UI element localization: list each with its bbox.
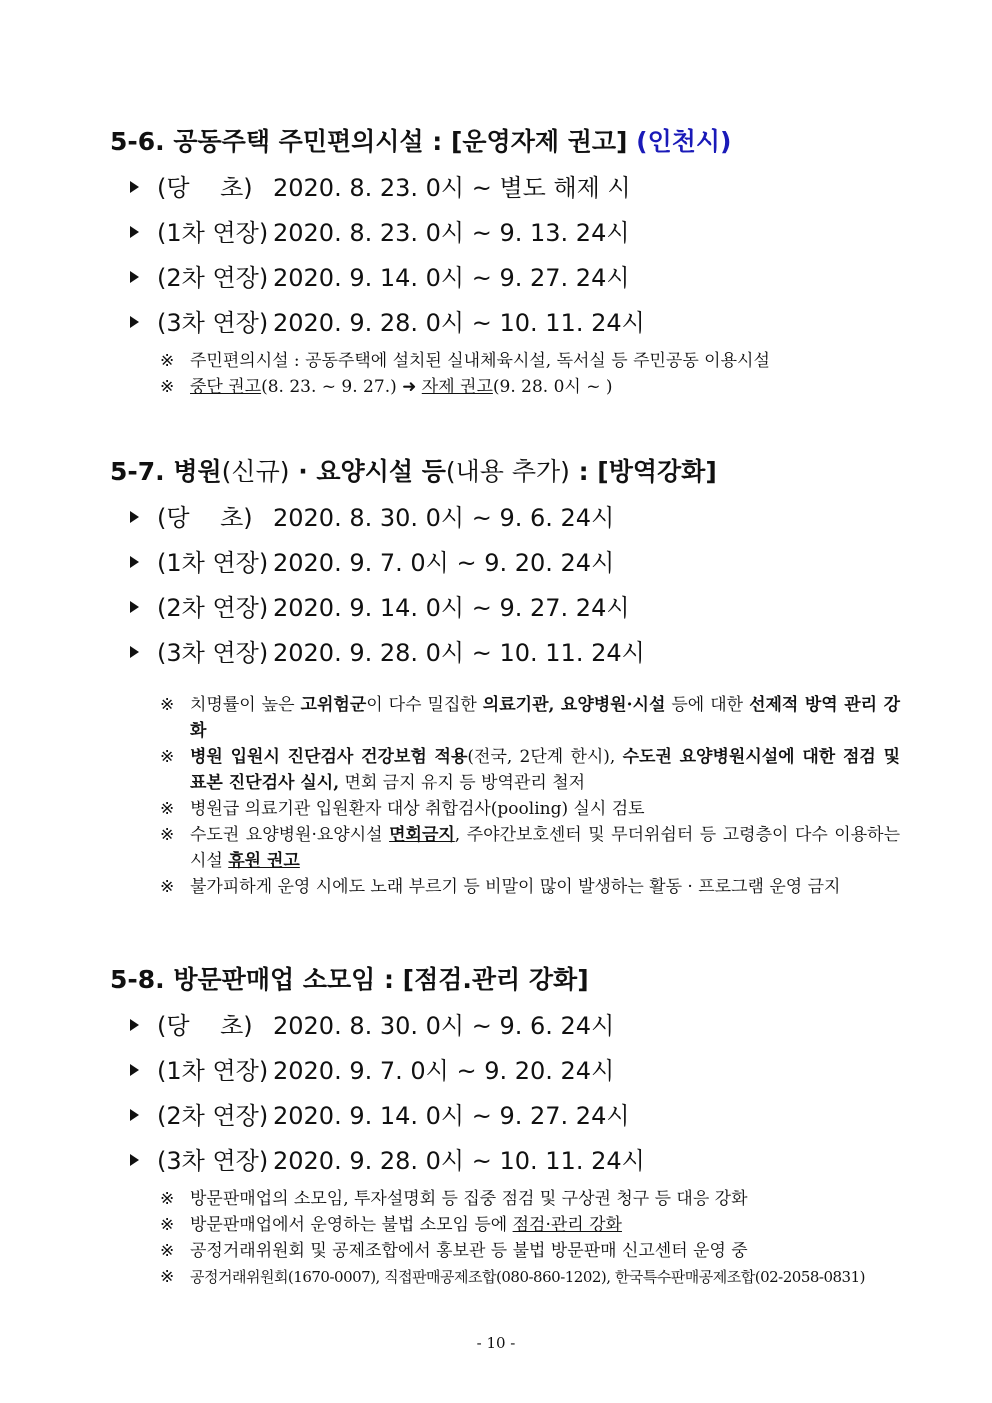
note-mark: ※ — [160, 877, 175, 897]
item-value: 2020. 9. 28. 0시 ~ 10. 11. 24시 — [273, 309, 645, 337]
item-label: (당 초) — [157, 1012, 253, 1040]
date-item — [130, 1006, 614, 1041]
item-label: (2차 연장) — [157, 264, 269, 292]
bold-text: 의료기관, 요양병원·시설 — [482, 695, 666, 715]
note-fragment: 이 다수 밀집한 — [366, 695, 483, 715]
item-value: 2020. 8. 30. 0시 ~ 9. 6. 24시 — [273, 504, 615, 532]
note-text: 방문판매업의 소모임, 투자설명회 등 집중 점검 및 구상권 청구 등 대응 강화 — [190, 1189, 748, 1209]
underlined-text: 점검·관리 강화 — [512, 1215, 622, 1235]
item-value: 2020. 9. 28. 0시 ~ 10. 11. 24시 — [273, 639, 645, 667]
item-label: (1차 연장) — [157, 219, 269, 247]
heading-text: 5-6. 공동주택 주민편의시설 : [운영자제 권고] — [110, 127, 628, 156]
date-item — [130, 258, 630, 293]
item-label: (당 초) — [157, 504, 253, 532]
triangle-bullet-icon — [130, 1064, 139, 1076]
note — [160, 744, 900, 796]
note — [160, 874, 900, 900]
item-label: (3차 연장) — [157, 1147, 269, 1175]
section-heading-5-7 — [110, 452, 717, 488]
item-label: (1차 연장) — [157, 1057, 269, 1085]
note-fragment: (9. 28. 0시 ~ ) — [492, 377, 613, 397]
item-label: (2차 연장) — [157, 594, 269, 622]
triangle-bullet-icon — [130, 226, 139, 238]
heading-text: 5-7. 병원 — [110, 457, 222, 486]
note — [160, 348, 900, 374]
note-text — [190, 692, 900, 744]
date-item — [130, 303, 645, 338]
date-item — [130, 168, 631, 203]
triangle-bullet-icon — [130, 646, 139, 658]
date-item — [130, 633, 645, 668]
heading-text: (신규) — [221, 457, 290, 486]
item-value: 2020. 9. 28. 0시 ~ 10. 11. 24시 — [273, 1147, 645, 1175]
date-item — [130, 1051, 614, 1086]
page-number: - 10 - — [476, 1334, 516, 1352]
note-text — [190, 1212, 900, 1238]
heading-text: 5-8. 방문판매업 소모임 : [점검.관리 강화] — [110, 965, 589, 994]
note-text — [190, 744, 900, 796]
note-mark: ※ — [160, 695, 175, 715]
underlined-text: 자제 권고 — [421, 377, 493, 397]
note-fragment: 수도권 요양병원·요양시설 — [190, 825, 390, 845]
triangle-bullet-icon — [130, 511, 139, 523]
item-label: (1차 연장) — [157, 549, 269, 577]
item-value: 2020. 8. 30. 0시 ~ 9. 6. 24시 — [273, 1012, 615, 1040]
triangle-bullet-icon — [130, 556, 139, 568]
heading-text: (내용 추가) — [445, 457, 570, 486]
note-text: 공정거래위원회(1670-0007), 직접판매공제조합(080-860-1202), 한국특수판매공제조합(02-2058-0831) — [190, 1268, 865, 1286]
note-text — [190, 822, 900, 874]
item-value: 2020. 9. 7. 0시 ~ 9. 20. 24시 — [273, 549, 615, 577]
bold-underlined-text: 면회금지 — [389, 825, 455, 845]
date-item — [130, 588, 630, 623]
note-text: 공정거래위원회 및 공제조합에서 홍보관 등 불법 방문판매 신고센터 운영 중 — [190, 1241, 748, 1261]
item-label: (3차 연장) — [157, 309, 269, 337]
item-value: 2020. 8. 23. 0시 ~ 별도 해제 시 — [273, 174, 631, 202]
note-fragment: , 주야간보호센터 및 무더위쉼터 등 고령층이 다수 이용하는 시설 — [190, 825, 900, 871]
note — [160, 1238, 900, 1264]
item-value: 2020. 9. 14. 0시 ~ 9. 27. 24시 — [273, 264, 630, 292]
note — [160, 1186, 900, 1212]
item-label: (3차 연장) — [157, 639, 269, 667]
section-heading-5-6 — [110, 122, 731, 158]
note-mark: ※ — [160, 351, 175, 371]
item-label: (2차 연장) — [157, 1102, 269, 1130]
note — [160, 1212, 900, 1238]
note — [160, 796, 900, 822]
item-value: 2020. 9. 7. 0시 ~ 9. 20. 24시 — [273, 1057, 615, 1085]
section-heading-5-8 — [110, 960, 589, 996]
date-item — [130, 1096, 630, 1131]
date-item — [130, 213, 630, 248]
triangle-bullet-icon — [130, 271, 139, 283]
note-mark: ※ — [160, 825, 175, 845]
note-fragment: 방문판매업에서 운영하는 불법 소모임 등에 — [190, 1215, 513, 1235]
triangle-bullet-icon — [130, 316, 139, 328]
note-fragment: (8. 23. ~ 9. 27.) ➜ — [261, 377, 422, 397]
item-label: (당 초) — [157, 174, 253, 202]
note-text — [190, 374, 900, 400]
bold-text: 병원 입원시 진단검사 건강보험 적용 — [190, 747, 468, 767]
date-item — [130, 1141, 645, 1176]
item-value: 2020. 9. 14. 0시 ~ 9. 27. 24시 — [273, 1102, 630, 1130]
note-text: 주민편의시설 : 공동주택에 설치된 실내체육시설, 독서실 등 주민공동 이용시설 — [190, 351, 770, 371]
heading-text: · 요양시설 등 — [289, 457, 446, 486]
note-text: 병원급 의료기관 입원환자 대상 취합검사(pooling) 실시 검토 — [190, 799, 645, 819]
note — [160, 374, 900, 400]
note-fragment: 등에 대한 — [665, 695, 750, 715]
note-mark: ※ — [160, 799, 175, 819]
note-mark: ※ — [160, 1215, 175, 1235]
note — [160, 822, 900, 874]
note-mark: ※ — [160, 1189, 175, 1209]
note-mark: ※ — [160, 747, 175, 767]
triangle-bullet-icon — [130, 1109, 139, 1121]
note — [160, 1264, 900, 1290]
note-fragment: 면회 금지 유지 등 방역관리 철저 — [339, 773, 586, 793]
heading-region: (인천시) — [636, 127, 732, 156]
date-item — [130, 543, 614, 578]
date-item — [130, 498, 614, 533]
bold-underlined-text: 휴원 권고 — [228, 851, 300, 871]
note-text: 불가피하게 운영 시에도 노래 부르기 등 비말이 많이 발생하는 활동 · 프로그램 운영 금지 — [190, 877, 841, 897]
note-fragment: (전국, 2단계 한시), — [467, 747, 623, 767]
bold-text: 수도권 요양병원시설에 대한 점검 및 표본 진단검사 실시, — [190, 747, 900, 793]
note-mark: ※ — [160, 1241, 175, 1261]
triangle-bullet-icon — [130, 1019, 139, 1031]
note — [160, 692, 900, 744]
note-fragment: 치명률이 높은 — [190, 695, 301, 715]
bold-text: 선제적 방역 관리 강화 — [190, 695, 901, 741]
note-mark: ※ — [160, 1267, 175, 1287]
triangle-bullet-icon — [130, 601, 139, 613]
heading-text: : [방역강화] — [569, 457, 717, 486]
item-value: 2020. 8. 23. 0시 ~ 9. 13. 24시 — [273, 219, 630, 247]
triangle-bullet-icon — [130, 1154, 139, 1166]
bold-text: 고위험군 — [300, 695, 367, 715]
item-value: 2020. 9. 14. 0시 ~ 9. 27. 24시 — [273, 594, 630, 622]
underlined-text: 중단 권고 — [190, 377, 262, 397]
triangle-bullet-icon — [130, 181, 139, 193]
note-mark: ※ — [160, 377, 175, 397]
